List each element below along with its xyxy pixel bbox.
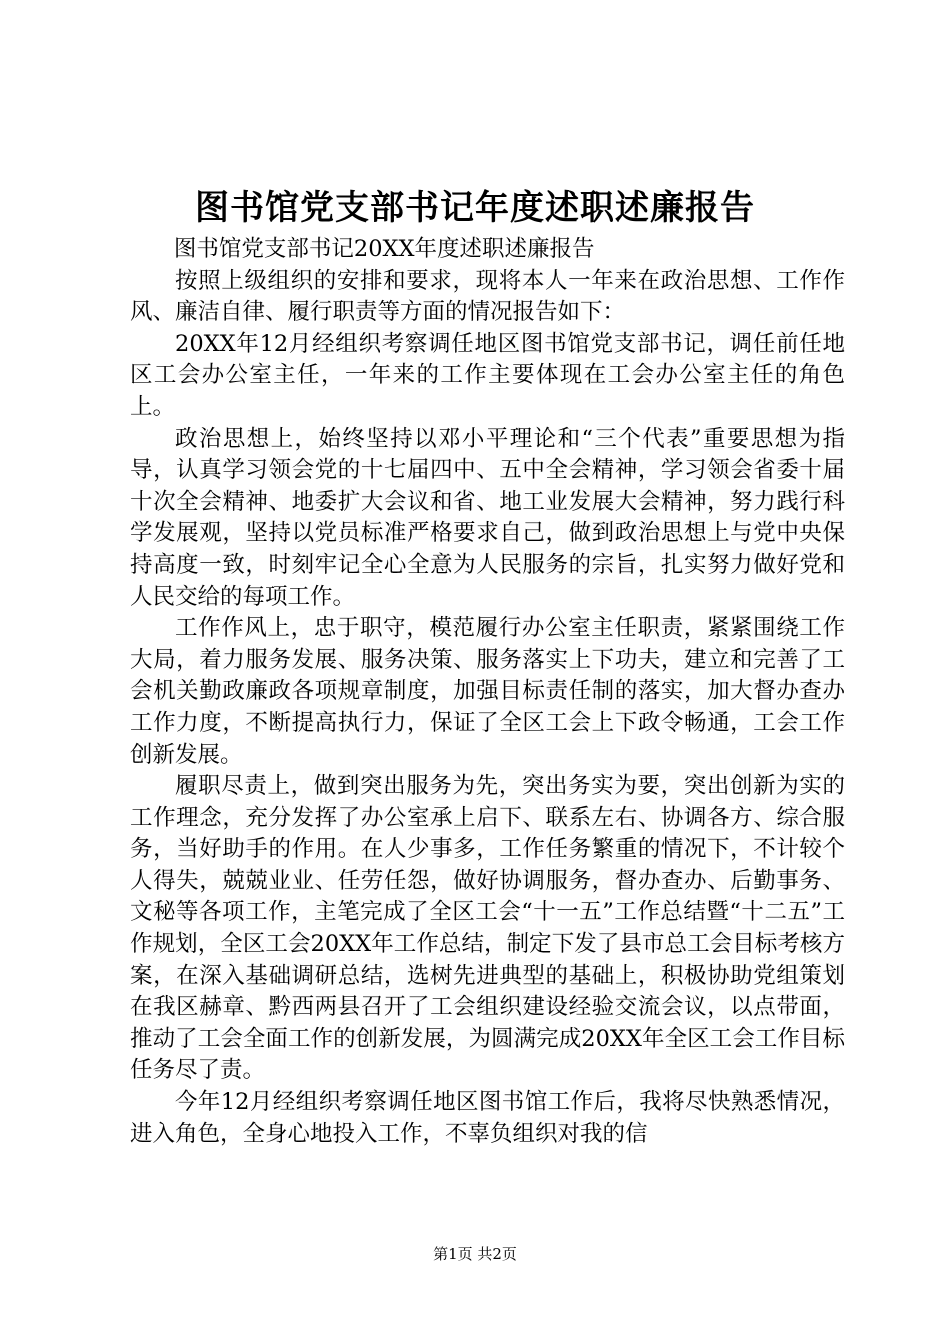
paragraph-this-year: 今年12月经组织考察调任地区图书馆工作后，我将尽快熟悉情况，进入角色，全身心地投入工作，不辜负组织对我的信 [130, 1089, 845, 1147]
document-body [130, 234, 845, 1150]
page-number-footer: 第1页 共2页 [433, 1245, 517, 1263]
paragraph-work-style: 工作作风上，忠于职守，模范履行办公室主任职责，紧紧围绕工作大局，着力服务发展、服务决策、服务落实上下功夫，建立和完善了工会机关勤政廉政各项规章制度，加强目标责任制的落实，加大督办查办工作力度，不断提高执行力，保证了全区工会上下政令畅通，工会工作创新发展。 [130, 615, 845, 768]
paragraph-political-thought: 政治思想上，始终坚持以邓小平理论和“三个代表”重要思想为指导，认真学习领会党的十七届四中、五中全会精神，学习领会省委十届十次全会精神、地委扩大会议和省、地工业发展大会精神，努力践行科学发展观，坚持以党员标准严格要求自己，做到政治思想上与党中央保持高度一致，时刻牢记全心全意为人民服务的宗旨，扎实努力做好党和人民交给的每项工作。 [130, 425, 845, 610]
paragraph-appointment: 20XX年12月经组织考察调任地区图书馆党支部书记，调任前任地区工会办公室主任，一年来的工作主要体现在工会办公室主任的角色上。 [130, 330, 845, 420]
paragraph-subtitle: 图书馆党支部书记20XX年度述职述廉报告 [173, 236, 595, 262]
document-title: 图书馆党支部书记年度述职述廉报告 [195, 188, 755, 228]
paragraph-intro: 按照上级组织的安排和要求，现将本人一年来在政治思想、工作作风、廉洁自律、履行职责等方面的情况报告如下： [130, 267, 845, 326]
paragraph-duty-performance: 履职尽责上，做到突出服务为先，突出务实为要，突出创新为实的工作理念，充分发挥了办公室承上启下、联系左右、协调各方、综合服务，当好助手的作用。在人少事多，工作任务繁重的情况下，不计较个人得失，兢兢业业、任劳任怨，做好协调服务，督办查办、后勤事务、文秘等各项工作，主笔完成了全区工会“十一五”工作总结暨“十二五”工作规划，全区工会20XX年工作总结，制定下发了县市总工会目标考核方案，在深入基础调研总结，选树先进典型的基础上，积极协助党组策划在我区赫章、黔西两县召开了工会组织建设经验交流会议，以点带面，推动了工会全面工作的创新发展，为圆满完成20XX年全区工会工作目标任务尽了责。 [130, 773, 845, 1084]
